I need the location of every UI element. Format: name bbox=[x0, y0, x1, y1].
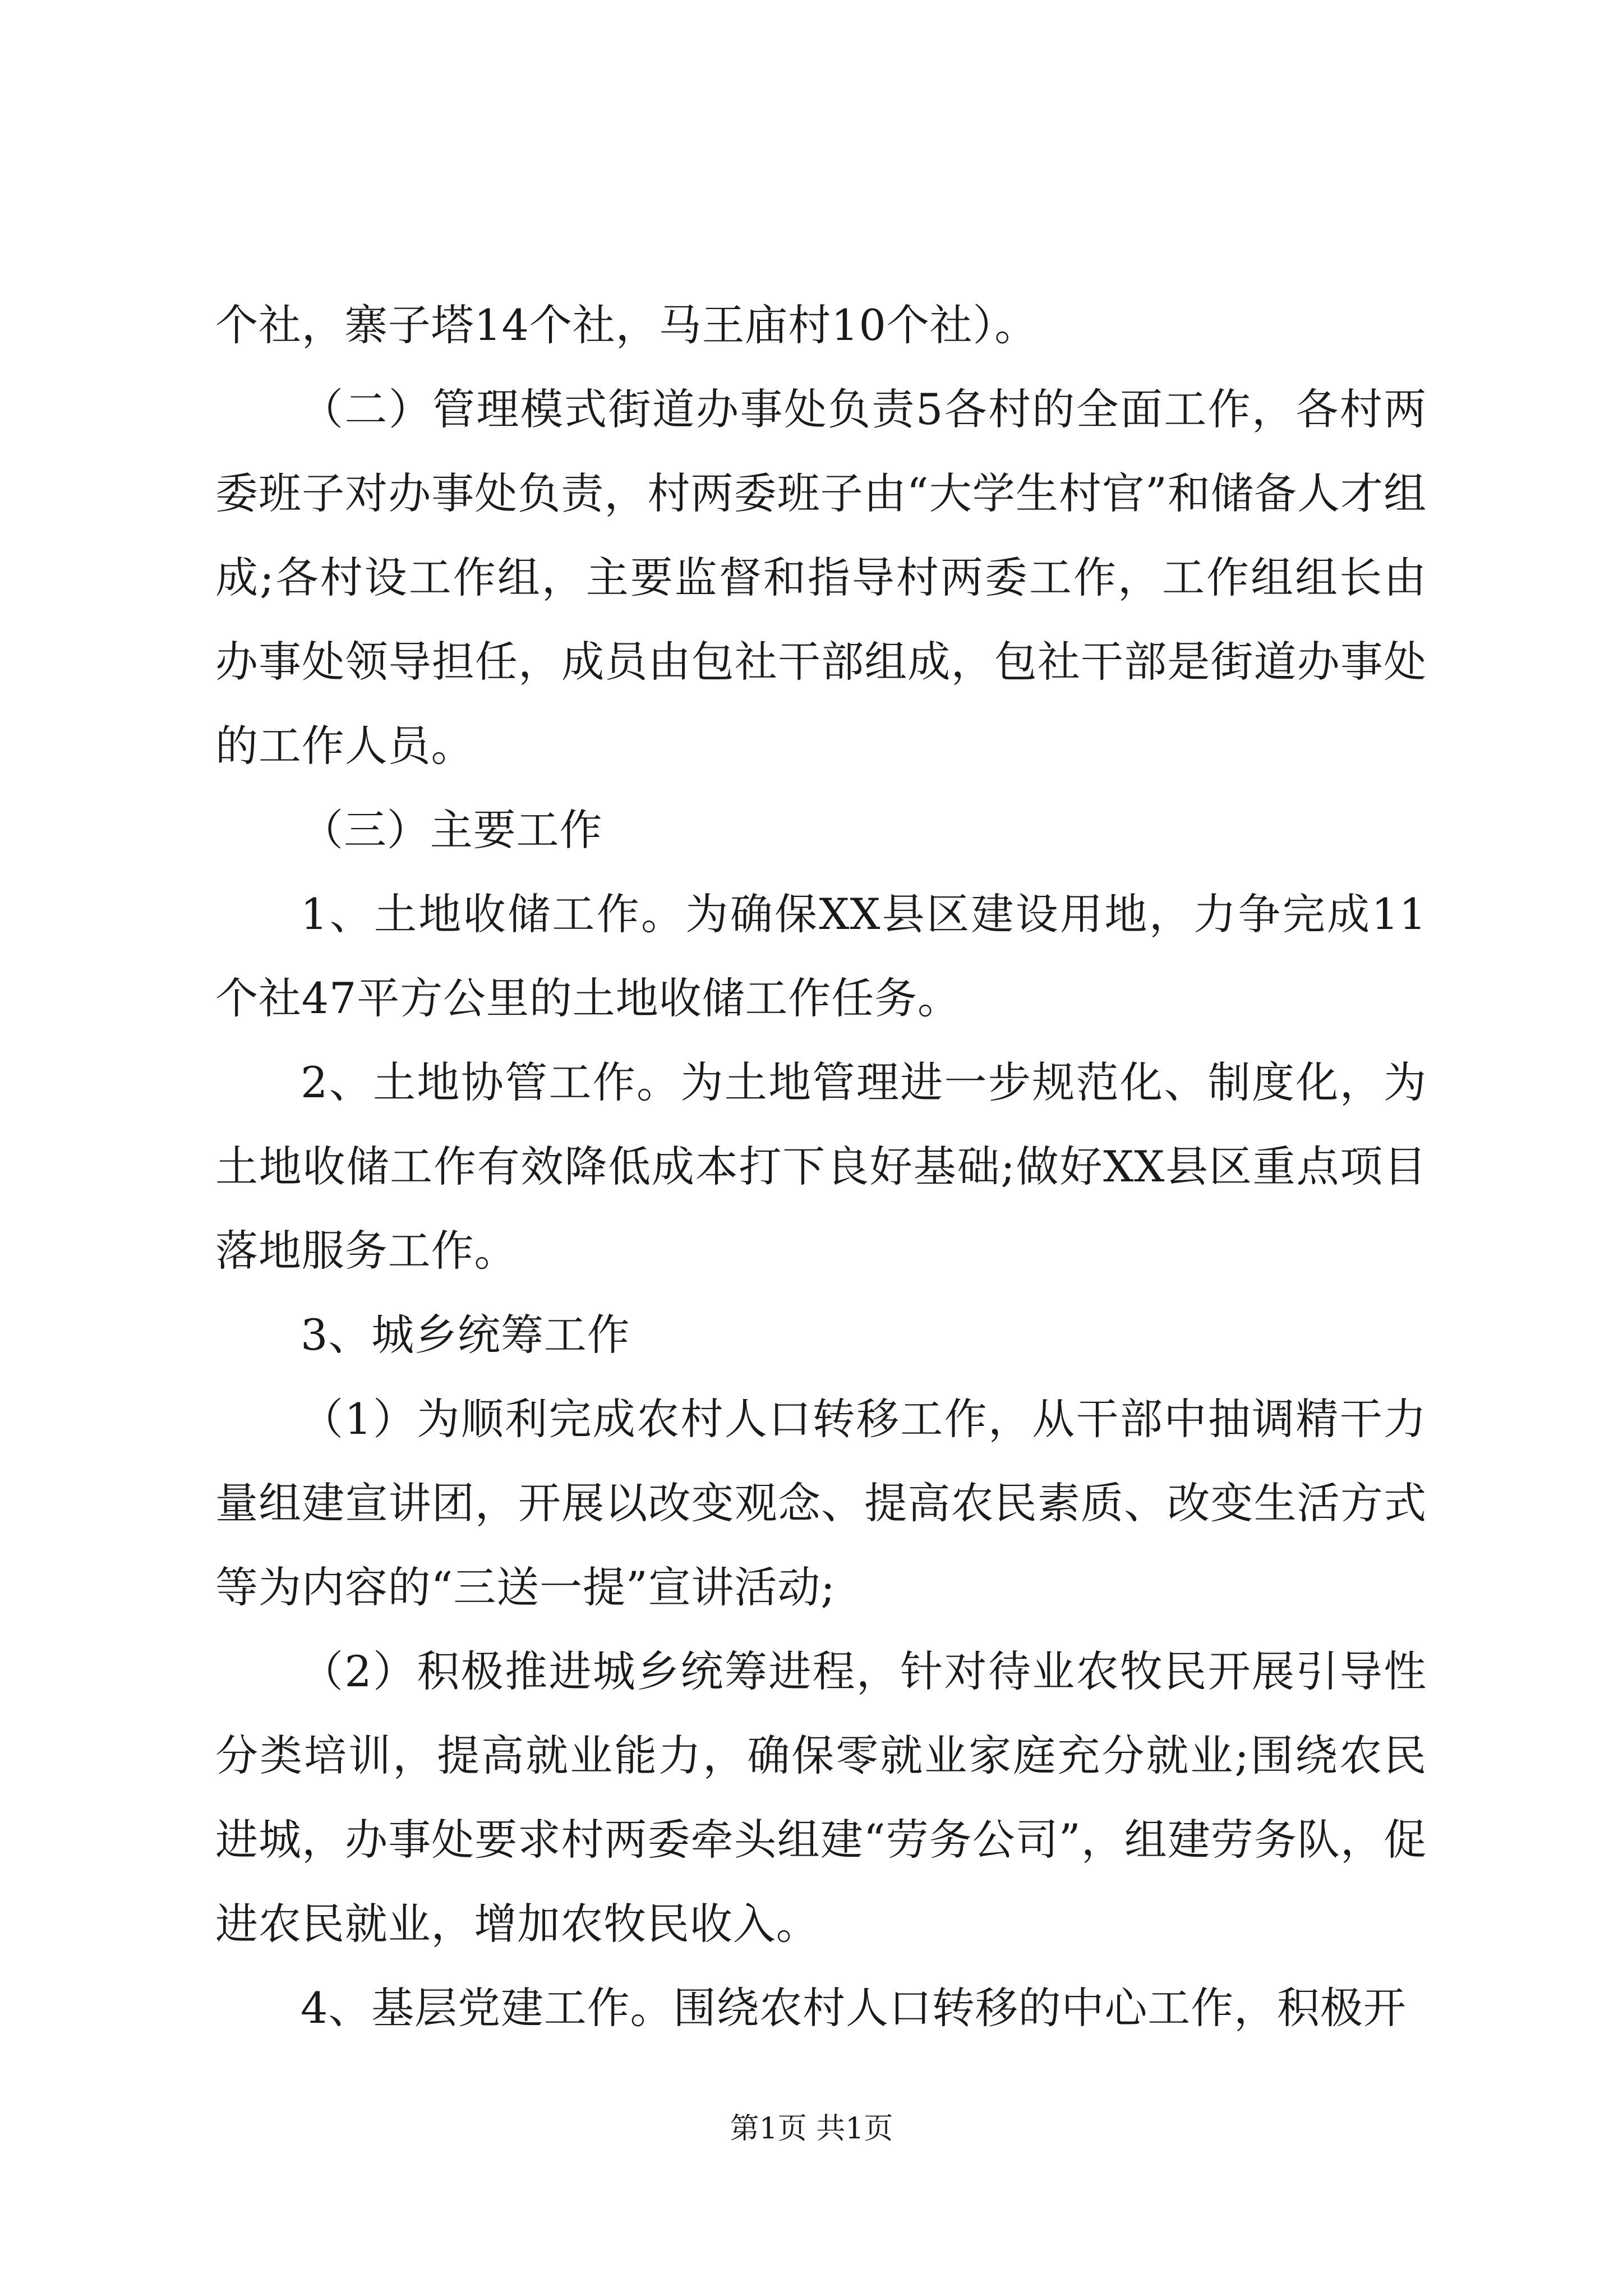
section-heading: （三）主要工作 bbox=[301, 805, 603, 855]
paragraph: 2、土地协管工作。为土地管理进一步规范化、制度化，为土地收储工作有效降低成本打下良好基础;做好XX县区重点项目落地服务工作。 bbox=[215, 1057, 1427, 1276]
document-body bbox=[215, 283, 1427, 2050]
paragraph: （1）为顺利完成农村人口转移工作，从干部中抽调精干力量组建宣讲团，开展以改变观念、提高农民素质、改变生活方式等为内容的“三送一提”宣讲活动; bbox=[215, 1394, 1427, 1612]
paragraph: 个社，寨子塔14个社，马王庙村10个社）。 bbox=[215, 300, 1038, 350]
paragraph: （二）管理模式街道办事处负责5各村的全面工作，各村两委班子对办事处负责，村两委班子由“大学生村官”和储备人才组成;各村设工作组，主要监督和指导村两委工作，工作组组长由办事处领导担任，成员由包社干部组成，包社干部是街道办事处的工作人员。 bbox=[215, 384, 1427, 771]
page-footer bbox=[0, 2109, 1623, 2148]
paragraph: 4、基层党建工作。围绕农村人口转移的中心工作，积极开 bbox=[301, 1983, 1407, 2033]
paragraph: 1、土地收储工作。为确保XX县区建设用地，力争完成11个社47平方公里的土地收储工作任务。 bbox=[215, 889, 1427, 1023]
subsection-heading: 3、城乡统筹工作 bbox=[301, 1310, 630, 1360]
page-number: 第1页 共1页 bbox=[730, 2112, 893, 2146]
paragraph: （2）积极推进城乡统筹进程，针对待业农牧民开展引导性分类培训，提高就业能力，确保零就业家庭充分就业;围绕农民进城，办事处要求村两委牵头组建“劳务公司”，组建劳务队，促进农民就业，增加农牧民收入。 bbox=[215, 1646, 1427, 1949]
